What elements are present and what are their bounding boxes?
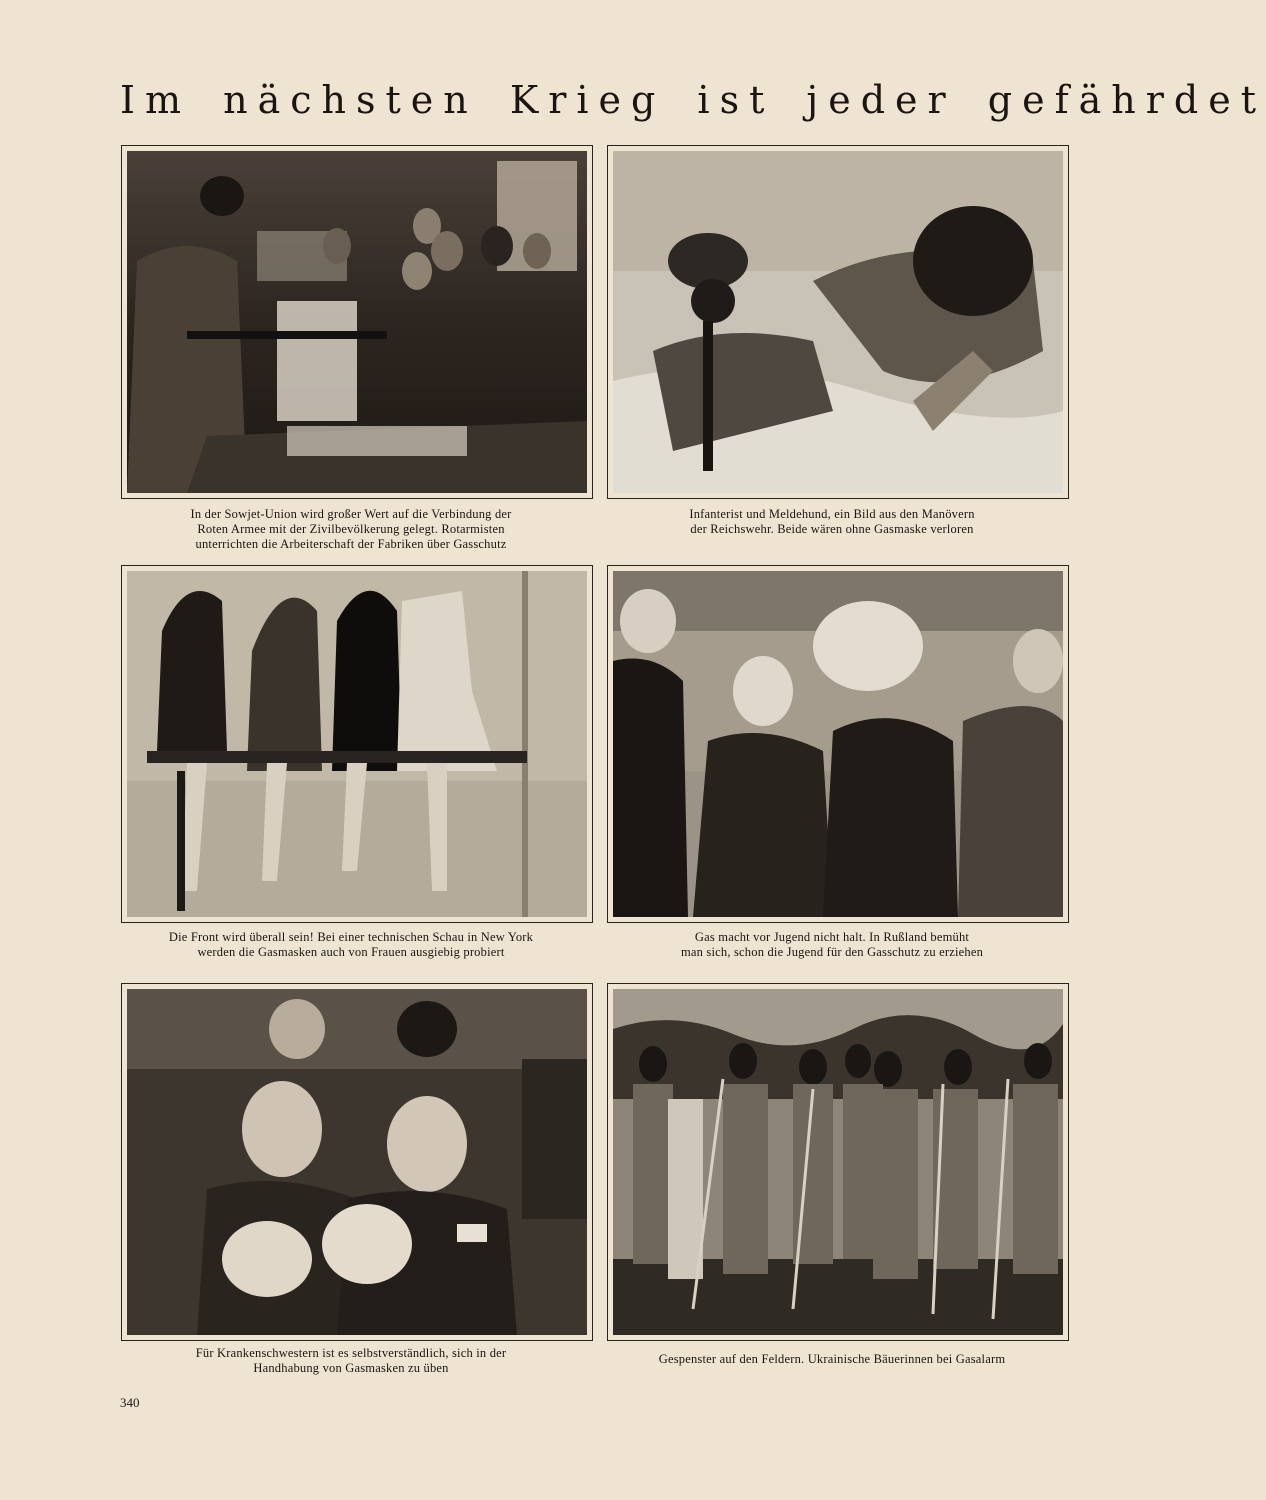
caption-line: der Reichswehr. Beide wären ohne Gasmaske verloren bbox=[690, 522, 974, 536]
photo-infantry-and-dog bbox=[607, 145, 1069, 499]
caption-line: Handhabung von Gasmasken zu üben bbox=[253, 1361, 449, 1375]
photo-youth-russia bbox=[607, 565, 1069, 923]
photo-nurses bbox=[121, 983, 593, 1341]
photo-soviet-gas-instruction bbox=[121, 145, 593, 499]
caption-line: man sich, schon die Jugend für den Gasschutz zu erziehen bbox=[680, 945, 984, 959]
caption-line: Die Front wird überall sein! Bei einer technischen Schau in New York bbox=[168, 930, 534, 944]
caption-infantry-dog bbox=[607, 507, 1057, 537]
page-title: Im nächsten Krieg ist jeder gefährdet bbox=[120, 78, 1266, 122]
caption-soviet bbox=[121, 507, 581, 552]
photo-ukraine-fields bbox=[607, 983, 1069, 1341]
caption-line: unterrichten die Arbeiterschaft der Fabriken über Gasschutz bbox=[195, 537, 507, 551]
caption-line: Roten Armee mit der Zivilbevölkerung gelegt. Rotarmisten bbox=[197, 522, 505, 536]
caption-line: In der Sowjet-Union wird großer Wert auf die Verbindung der bbox=[190, 507, 512, 521]
caption-women-new-york bbox=[106, 930, 596, 960]
caption-line: Gespenster auf den Feldern. Ukrainische Bäuerinnen bei Gasalarm bbox=[658, 1352, 1006, 1366]
caption-line: Infanterist und Meldehund, ein Bild aus den Manövern bbox=[689, 507, 975, 521]
caption-ukraine-fields bbox=[607, 1352, 1057, 1367]
caption-line: Gas macht vor Jugend nicht halt. In Rußland bemüht bbox=[694, 930, 970, 944]
caption-nurses bbox=[121, 1346, 581, 1376]
caption-line: werden die Gasmasken auch von Frauen ausgiebig probiert bbox=[197, 945, 505, 959]
caption-youth-russia bbox=[607, 930, 1057, 960]
caption-line: Für Krankenschwestern ist es selbstverständlich, sich in der bbox=[195, 1346, 507, 1360]
photo-women-new-york bbox=[121, 565, 593, 923]
page-number: 340 bbox=[120, 1395, 140, 1410]
